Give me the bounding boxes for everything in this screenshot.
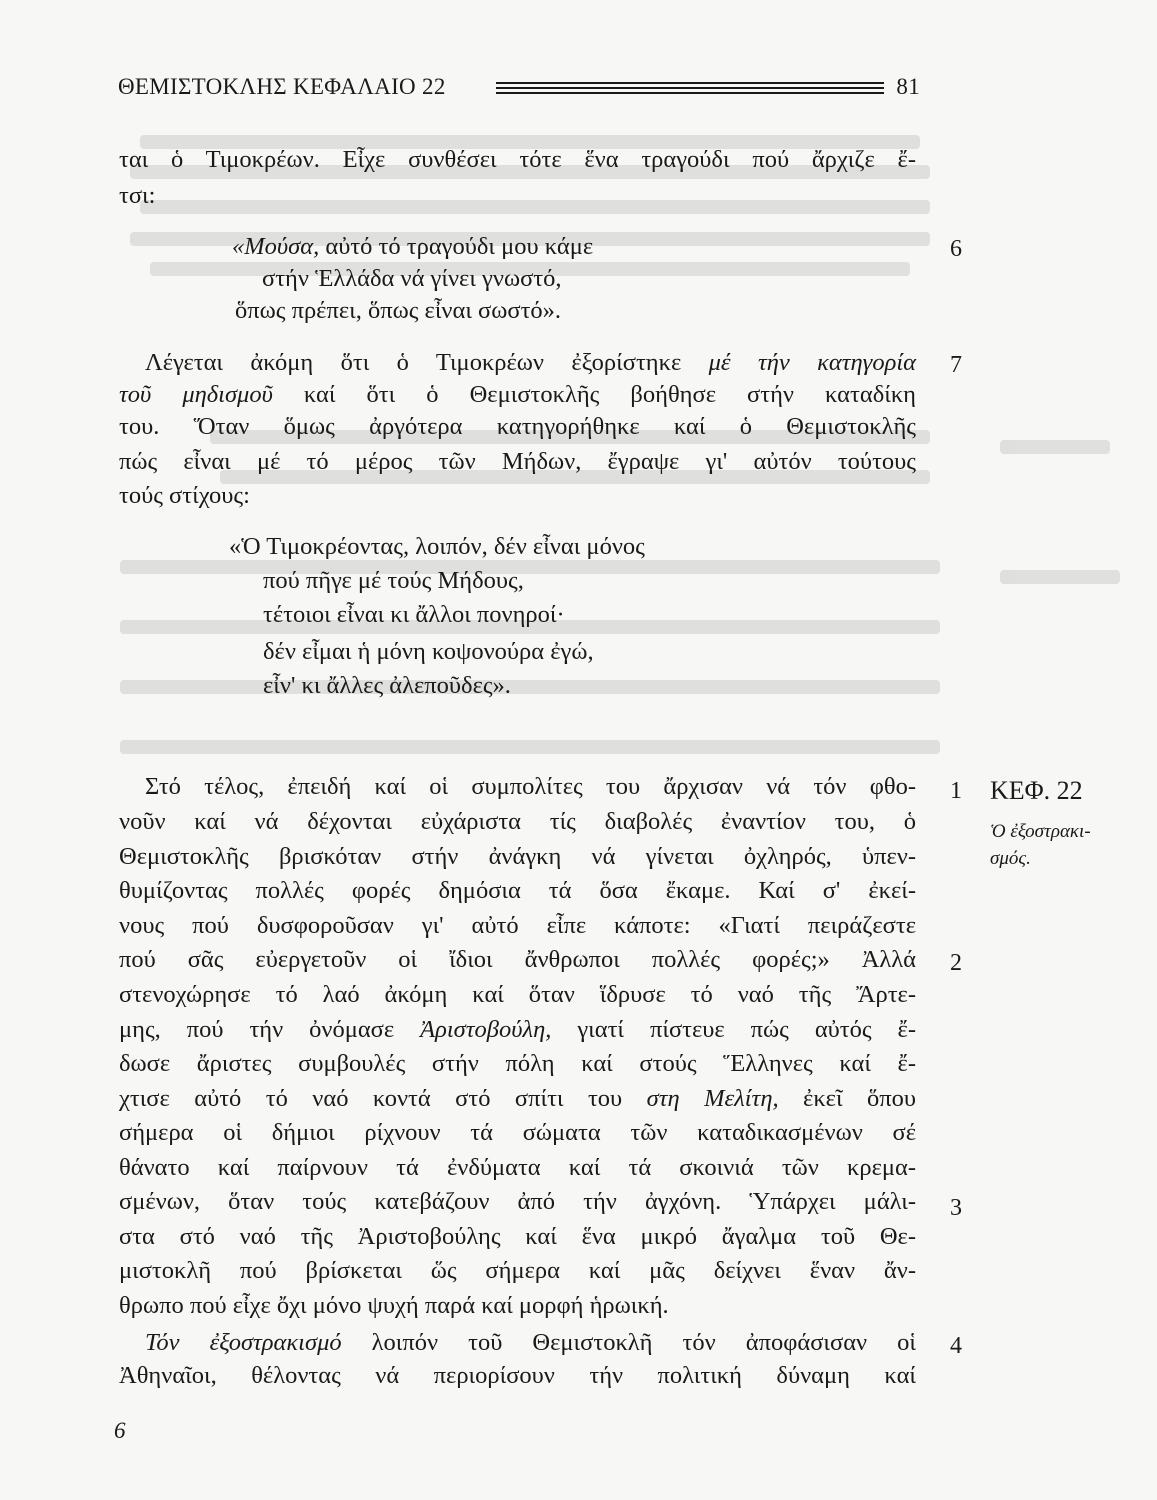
text-line: τσι:	[119, 182, 156, 209]
text-line: Στό τέλος, ἐπειδή καί οἱ συμπολίτες του ἄρχισαν νά τόν φθο-	[145, 773, 916, 800]
text-line: στα στό ναό τῆς Ἀριστοβούλης καί ἕνα μικρό ἄγαλμα τοῦ Θε-	[119, 1223, 916, 1250]
running-header	[118, 74, 918, 104]
text-line: ται ὁ Τιμοκρέων. Εἶχε συνθέσει τότε ἕνα τραγούδι πού ἄρχιζε ἔ-	[119, 146, 916, 173]
text-line: θρωπο πού εἶχε ὄχι μόνο ψυχή παρά καί μορφή ἡρωική.	[119, 1292, 669, 1319]
text-line: Τόν ἐξοστρακισμό λοιπόν τοῦ Θεμιστοκλῆ τόν ἀποφάσισαν οἱ	[145, 1329, 917, 1356]
text-line: Ἀθηναῖοι, θέλοντας νά περιορίσουν τήν πολιτική δύναμη καί	[119, 1362, 916, 1389]
text-line: μιστοκλῆ πού βρίσκεται ὥς σήμερα καί μᾶς δείχνει ἕναν ἄν-	[119, 1257, 916, 1284]
text-line: θάνατο καί παίρνουν τά ἐνδύματα καί τά σκοινιά τῶν κρεμα-	[119, 1154, 916, 1181]
text-line: νοῦν καί νά δέχονται εὐχάριστα τίς διαβολές ἐναντίον του, ὁ	[119, 808, 916, 835]
text-line: θυμίζοντας πολλές φορές δημόσια τά ὅσα ἔκαμε. Καί σ' ἐκεί-	[119, 877, 916, 904]
text-line: χτισε αὐτό τό ναό κοντά στό σπίτι του στη Μελίτη, ἐκεῖ ὅπου	[119, 1085, 917, 1112]
verse-line: τέτοιοι εἶναι κι ἄλλοι πονηροί·	[263, 601, 565, 628]
running-title: ΘΕΜΙΣΤΟΚΛΗΣ ΚΕΦΑΛΑΙΟ 22	[118, 74, 446, 99]
text-line: τοῦ μηδισμοῦ καί ὅτι ὁ Θεμιστοκλῆς βοήθησε στήν καταδίκη	[119, 381, 916, 408]
margin-number: 4	[950, 1333, 962, 1359]
text-line: πώς εἶναι μέ τό μέρος τῶν Μήδων, ἔγραψε γι' αὐτόν τούτους	[119, 448, 916, 475]
signature-mark: 6	[114, 1418, 126, 1443]
page-number: 81	[896, 74, 920, 99]
margin-number: 2	[950, 950, 962, 976]
verse-line: στήν Ἑλλάδα νά γίνει γνωστό,	[262, 265, 562, 292]
text-line: Θεμιστοκλῆς βρισκόταν στήν ἀνάγκη νά γίνεται ὀχληρός, ὑπεν-	[119, 843, 916, 870]
text-line: δωσε ἄριστες συμβουλές στήν πόλη καί στούς Ἕλληνες καί ἔ-	[119, 1050, 916, 1077]
chapter-sidenote	[990, 776, 1091, 872]
verse-line: δέν εἶμαι ἡ μόνη κοψονούρα ἐγώ,	[263, 638, 594, 665]
verse-line: «Μούσα, αὐτό τό τραγούδι μου κάμε	[232, 233, 594, 260]
verse-line: «Ὁ Τιμοκρέοντας, λοιπόν, δέν εἶναι μόνος	[229, 533, 645, 560]
text-line: Λέγεται ἀκόμη ὅτι ὁ Τιμοκρέων ἐξορίστηκε μέ τήν κατηγορία	[145, 349, 916, 376]
verse-line: πού πῆγε μέ τούς Μήδους,	[263, 567, 524, 594]
text-line: του. Ὅταν ὅμως ἀργότερα κατηγορήθηκε καί ὁ Θεμιστοκλῆς	[119, 413, 916, 440]
verse-line: εἶν' κι ἄλλες ἀλεποῦδες».	[263, 672, 511, 699]
margin-number: 3	[950, 1195, 962, 1221]
header-rule	[496, 82, 884, 94]
text-line: μης, πού τήν ὀνόμασε Ἀριστοβούλη, γιατί πίστευε πώς αὐτός ἔ-	[119, 1016, 916, 1043]
margin-number: 7	[950, 352, 962, 378]
sidenote-heading: ΚΕΦ. 22	[990, 776, 1083, 805]
margin-number: 1	[950, 778, 962, 804]
text-line: σμένων, ὅταν τούς κατεβάζουν ἀπό τήν ἀγχόνη. Ὑπάρχει μάλι-	[119, 1188, 916, 1215]
margin-number: 6	[950, 236, 962, 262]
text-line: νους πού δυσφοροῦσαν γι' αὐτό εἶπε κάποτε: «Γιατί πειράζεστε	[119, 912, 916, 939]
sidenote-text: Ὁ ἐξοστρακι- σμός.	[990, 821, 1091, 869]
text-line: σήμερα οἱ δήμιοι ρίχνουν τά σώματα τῶν καταδικασμένων σέ	[119, 1119, 916, 1146]
text-line: τούς στίχους:	[119, 482, 250, 509]
text-line: πού σᾶς εὐεργετοῦν οἱ ἴδιοι ἄνθρωποι πολλές φορές;» Ἀλλά	[119, 946, 916, 973]
text-line: στενοχώρησε τό λαό ἀκόμη καί ὅταν ἵδρυσε τό ναό τῆς Ἄρτε-	[119, 981, 916, 1008]
verse-line: ὅπως πρέπει, ὅπως εἶναι σωστό».	[235, 297, 562, 324]
